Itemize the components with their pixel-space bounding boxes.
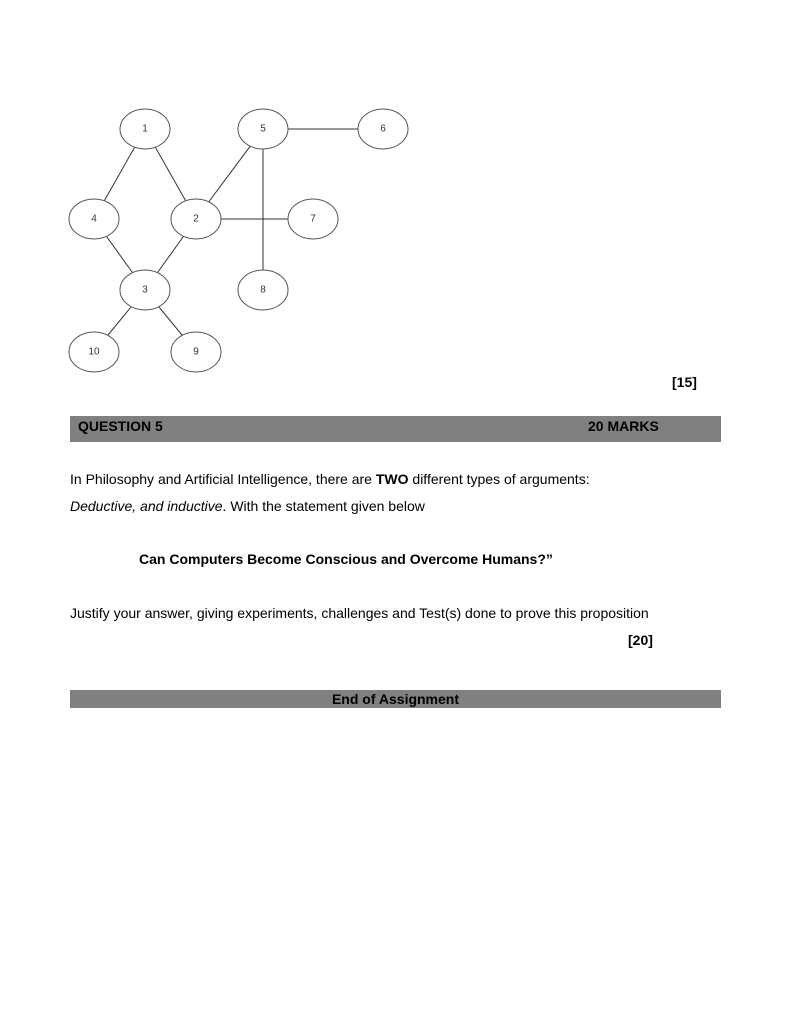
end-of-assignment-bar bbox=[70, 690, 721, 708]
node-label-3: 3 bbox=[142, 284, 148, 296]
graph-diagram bbox=[0, 0, 791, 400]
intro-text-rest: . With the statement given below bbox=[222, 498, 425, 514]
diagram-marks: [15] bbox=[672, 374, 697, 390]
question-header-bar bbox=[70, 416, 721, 442]
end-of-assignment-text: End of Assignment bbox=[331, 691, 460, 707]
node-3 bbox=[120, 270, 170, 310]
question-intro-line1 bbox=[70, 470, 590, 488]
question-marks: 20 MARKS bbox=[588, 418, 659, 434]
intro-text-part2: different types of arguments: bbox=[408, 471, 590, 487]
node-label-9: 9 bbox=[193, 346, 199, 358]
intro-text-italic: Deductive, and inductive bbox=[70, 498, 223, 514]
node-8 bbox=[238, 270, 288, 310]
graph-edges bbox=[94, 129, 383, 352]
node-label-1: 1 bbox=[142, 123, 148, 135]
question-instruction: Justify your answer, giving experiments, challenges and Test(s) done to prove this proposition bbox=[70, 605, 649, 621]
node-label-4: 4 bbox=[91, 213, 97, 225]
intro-text-bold: TWO bbox=[375, 471, 409, 487]
answer-marks: [20] bbox=[628, 632, 653, 648]
node-label-6: 6 bbox=[380, 123, 386, 135]
node-label-2: 2 bbox=[193, 213, 199, 225]
node-7 bbox=[288, 199, 338, 239]
node-6 bbox=[358, 109, 408, 149]
node-5 bbox=[238, 109, 288, 149]
node-label-10: 10 bbox=[88, 346, 100, 358]
node-label-8: 8 bbox=[260, 284, 266, 296]
node-9 bbox=[171, 332, 221, 372]
node-label-7: 7 bbox=[310, 213, 316, 225]
node-10 bbox=[69, 332, 119, 372]
node-2 bbox=[171, 199, 221, 239]
question-intro-line2 bbox=[70, 497, 425, 515]
node-label-5: 5 bbox=[260, 123, 266, 135]
question-title: QUESTION 5 bbox=[78, 418, 163, 434]
node-1 bbox=[120, 109, 170, 149]
graph-nodes bbox=[69, 109, 408, 372]
intro-text-part1: In Philosophy and Artificial Intelligence, there are bbox=[70, 471, 376, 487]
question-statement: Can Computers Become Conscious and Overcome Humans?” bbox=[139, 551, 553, 567]
node-4 bbox=[69, 199, 119, 239]
